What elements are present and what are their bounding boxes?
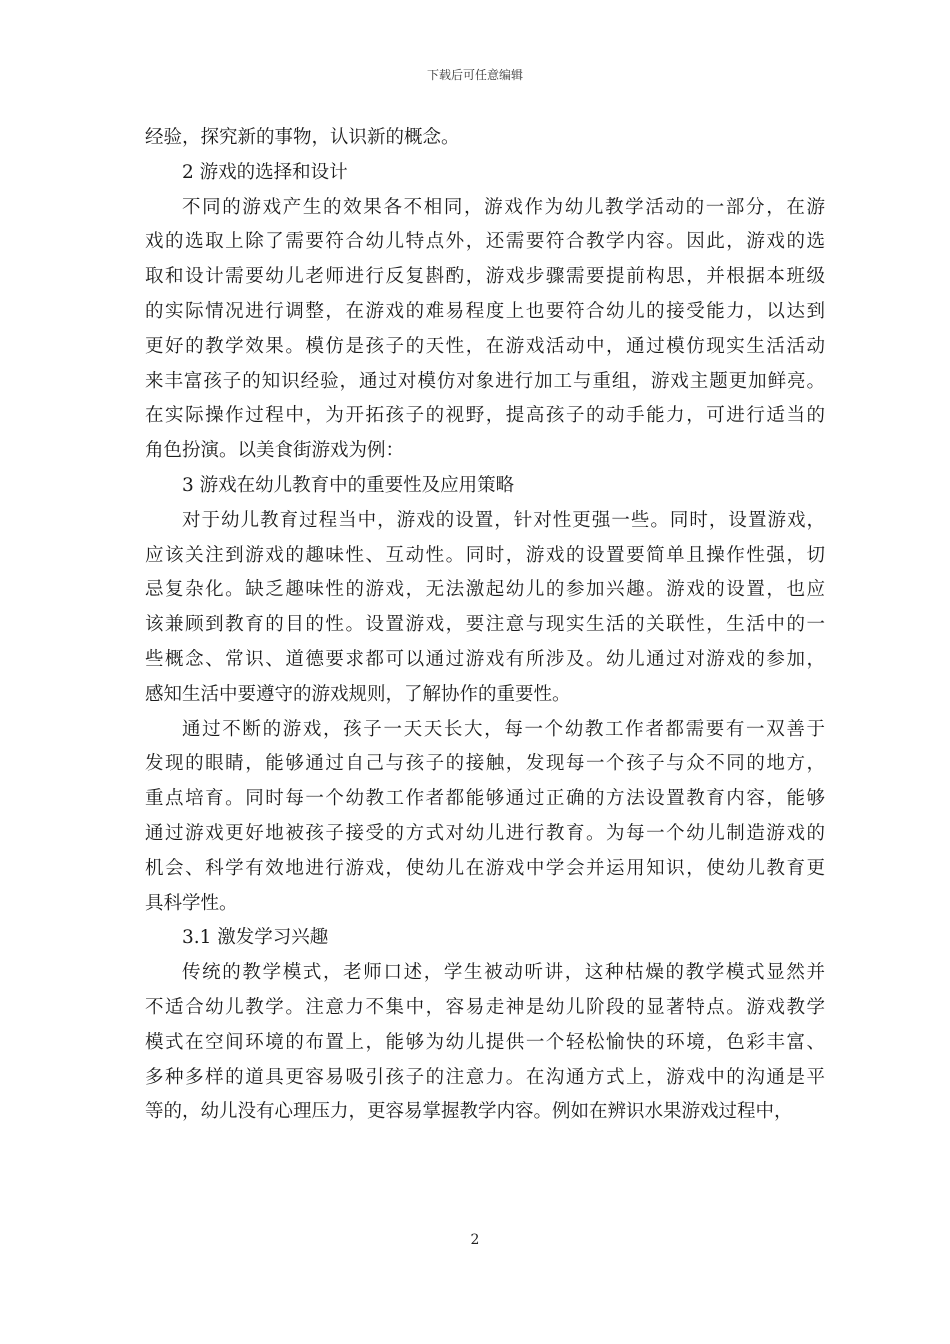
text-line: 对于幼儿教育过程当中，游戏的设置，针对性更强一些。同时，设置游戏， <box>182 509 825 531</box>
text-line: 具科学性。 <box>145 892 238 914</box>
text-line: 机会、科学有效地进行游戏，使幼儿在游戏中学会并运用知识，使幼儿教育更 <box>145 857 825 879</box>
text-line: 3 游戏在幼儿教育中的重要性及应用策略 <box>182 474 515 496</box>
text-line: 2 游戏的选择和设计 <box>182 161 348 183</box>
document-body <box>145 121 825 1130</box>
paragraph <box>145 191 825 469</box>
text-line: 传统的教学模式，老师口述，学生被动听讲，这种枯燥的教学模式显然并 <box>182 962 825 984</box>
text-line: 在实际操作过程中，为开拓孩子的视野，提高孩子的动手能力，可进行适当的 <box>145 405 825 427</box>
text-line: 等的，幼儿没有心理压力，更容易掌握教学内容。例如在辨识水果游戏过程中， <box>145 1101 793 1123</box>
text-line: 发现的眼睛，能够通过自己与孩子的接触，发现每一个孩子与众不同的地方， <box>145 753 825 775</box>
paragraph <box>145 956 825 1130</box>
text-line: 来丰富孩子的知识经验，通过对模仿对象进行加工与重组，游戏主题更加鲜亮。 <box>145 370 825 392</box>
text-line: 更好的教学效果。模仿是孩子的天性，在游戏活动中，通过模仿现实生活活动 <box>145 335 825 357</box>
section-heading <box>145 921 825 956</box>
text-line: 模式在空间环境的布置上，能够为幼儿提供一个轻松愉快的环境，色彩丰富、 <box>145 1031 825 1053</box>
paragraph <box>145 504 825 713</box>
text-line: 通过游戏更好地被孩子接受的方式对幼儿进行教育。为每一个幼儿制造游戏的 <box>145 822 825 844</box>
text-line: 3.1 激发学习兴趣 <box>182 927 329 949</box>
text-line: 通过不断的游戏，孩子一天天长大，每一个幼教工作者都需要有一双善于 <box>182 718 825 740</box>
paragraph <box>145 713 825 922</box>
text-line: 些概念、常识、道德要求都可以通过游戏有所涉及。幼儿通过对游戏的参加， <box>145 648 825 670</box>
section-heading <box>145 156 825 191</box>
text-line: 的实际情况进行调整，在游戏的难易程度上也要符合幼儿的接受能力，以达到 <box>145 300 825 322</box>
text-line: 应该关注到游戏的趣味性、互动性。同时，游戏的设置要简单且操作性强，切 <box>145 544 825 566</box>
section-heading <box>145 469 825 504</box>
text-line: 该兼顾到教育的目的性。设置游戏，要注意与现实生活的关联性，生活中的一 <box>145 614 825 636</box>
text-line: 角色扮演。以美食街游戏为例： <box>145 440 405 462</box>
page-header: 下载后可任意编辑 <box>426 68 523 82</box>
paragraph <box>145 121 825 156</box>
text-line: 不同的游戏产生的效果各不相同，游戏作为幼儿教学活动的一部分，在游 <box>182 196 825 218</box>
page-number: 2 <box>470 1232 480 1248</box>
text-line: 经验，探究新的事物，认识新的概念。 <box>145 127 460 148</box>
text-line: 取和设计需要幼儿老师进行反复斟酌，游戏步骤需要提前构思，并根据本班级 <box>145 266 825 288</box>
text-line: 戏的选取上除了需要符合幼儿特点外，还需要符合教学内容。因此，游戏的选 <box>145 231 825 253</box>
text-line: 多种多样的道具更容易吸引孩子的注意力。在沟通方式上，游戏中的沟通是平 <box>145 1066 825 1088</box>
text-line: 感知生活中要遵守的游戏规则，了解协作的重要性。 <box>145 683 571 705</box>
text-line: 不适合幼儿教学。注意力不集中，容易走神是幼儿阶段的显著特点。游戏教学 <box>145 996 825 1018</box>
text-line: 忌复杂化。缺乏趣味性的游戏，无法激起幼儿的参加兴趣。游戏的设置，也应 <box>145 579 825 601</box>
text-line: 重点培育。同时每一个幼教工作者都能够通过正确的方法设置教育内容，能够 <box>145 788 825 810</box>
